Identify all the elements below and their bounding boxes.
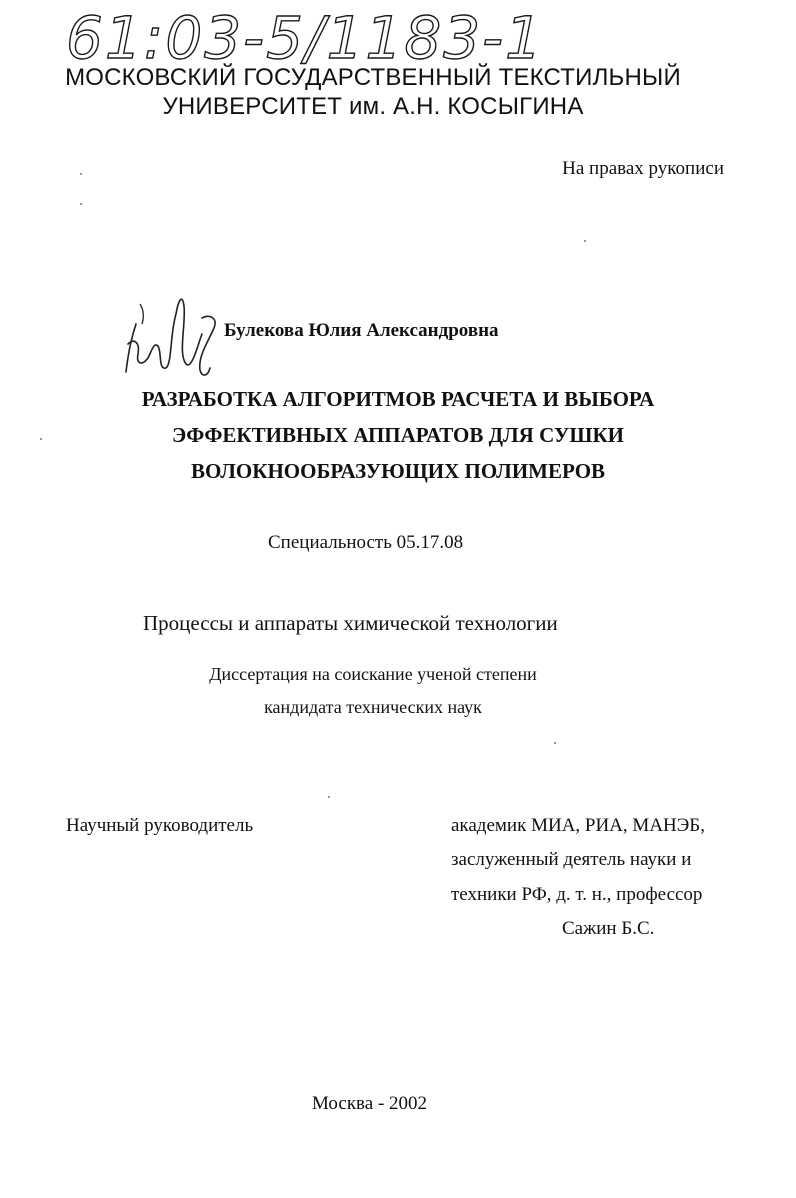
thesis-title-line3: ВОЛОКНООБРАЗУЮЩИХ ПОЛИМЕРОВ [190, 459, 606, 483]
university-name-line2: УНИВЕРСИТЕТ им. А.Н. КОСЫГИНА [162, 93, 584, 120]
scan-speck [40, 438, 42, 440]
scan-speck [584, 240, 586, 242]
university-name-line1: МОСКОВСКИЙ ГОСУДАРСТВЕННЫЙ ТЕКСТИЛЬНЫЙ [65, 64, 681, 91]
scan-speck [554, 742, 556, 744]
city-year: Москва - 2002 [312, 1093, 428, 1114]
rights-note: На правах рукописи [562, 158, 724, 179]
scan-speck [328, 796, 330, 798]
scan-speck [80, 173, 82, 175]
supervisor-name: Сажин Б.С. [562, 918, 655, 939]
specialty-field: Процессы и аппараты химической технологии [143, 611, 558, 635]
supervisor-title-line2: заслуженный деятель науки и [451, 849, 692, 870]
thesis-title-line1: РАЗРАБОТКА АЛГОРИТМОВ РАСЧЕТА И ВЫБОРА [141, 387, 655, 411]
specialty-code: Специальность 05.17.08 [268, 532, 464, 553]
handwritten-archive-number [60, 0, 580, 72]
supervisor-label: Научный руководитель [66, 815, 254, 836]
supervisor-title-line1: академик МИА, РИА, МАНЭБ, [451, 815, 705, 836]
dissertation-degree-line2: кандидата технических наук [264, 697, 482, 717]
dissertation-degree-line1: Диссертация на соискание ученой степени [209, 664, 537, 684]
signature-icon [118, 284, 228, 394]
thesis-title-line2: ЭФФЕКТИВНЫХ АППАРАТОВ ДЛЯ СУШКИ [171, 423, 625, 447]
scan-speck [80, 203, 82, 205]
supervisor-title-line3: техники РФ, д. т. н., профессор [451, 884, 703, 905]
archive-number-text: 61:03-5/1183-1 [66, 4, 544, 72]
author-name: Булекова Юлия Александровна [224, 320, 499, 341]
